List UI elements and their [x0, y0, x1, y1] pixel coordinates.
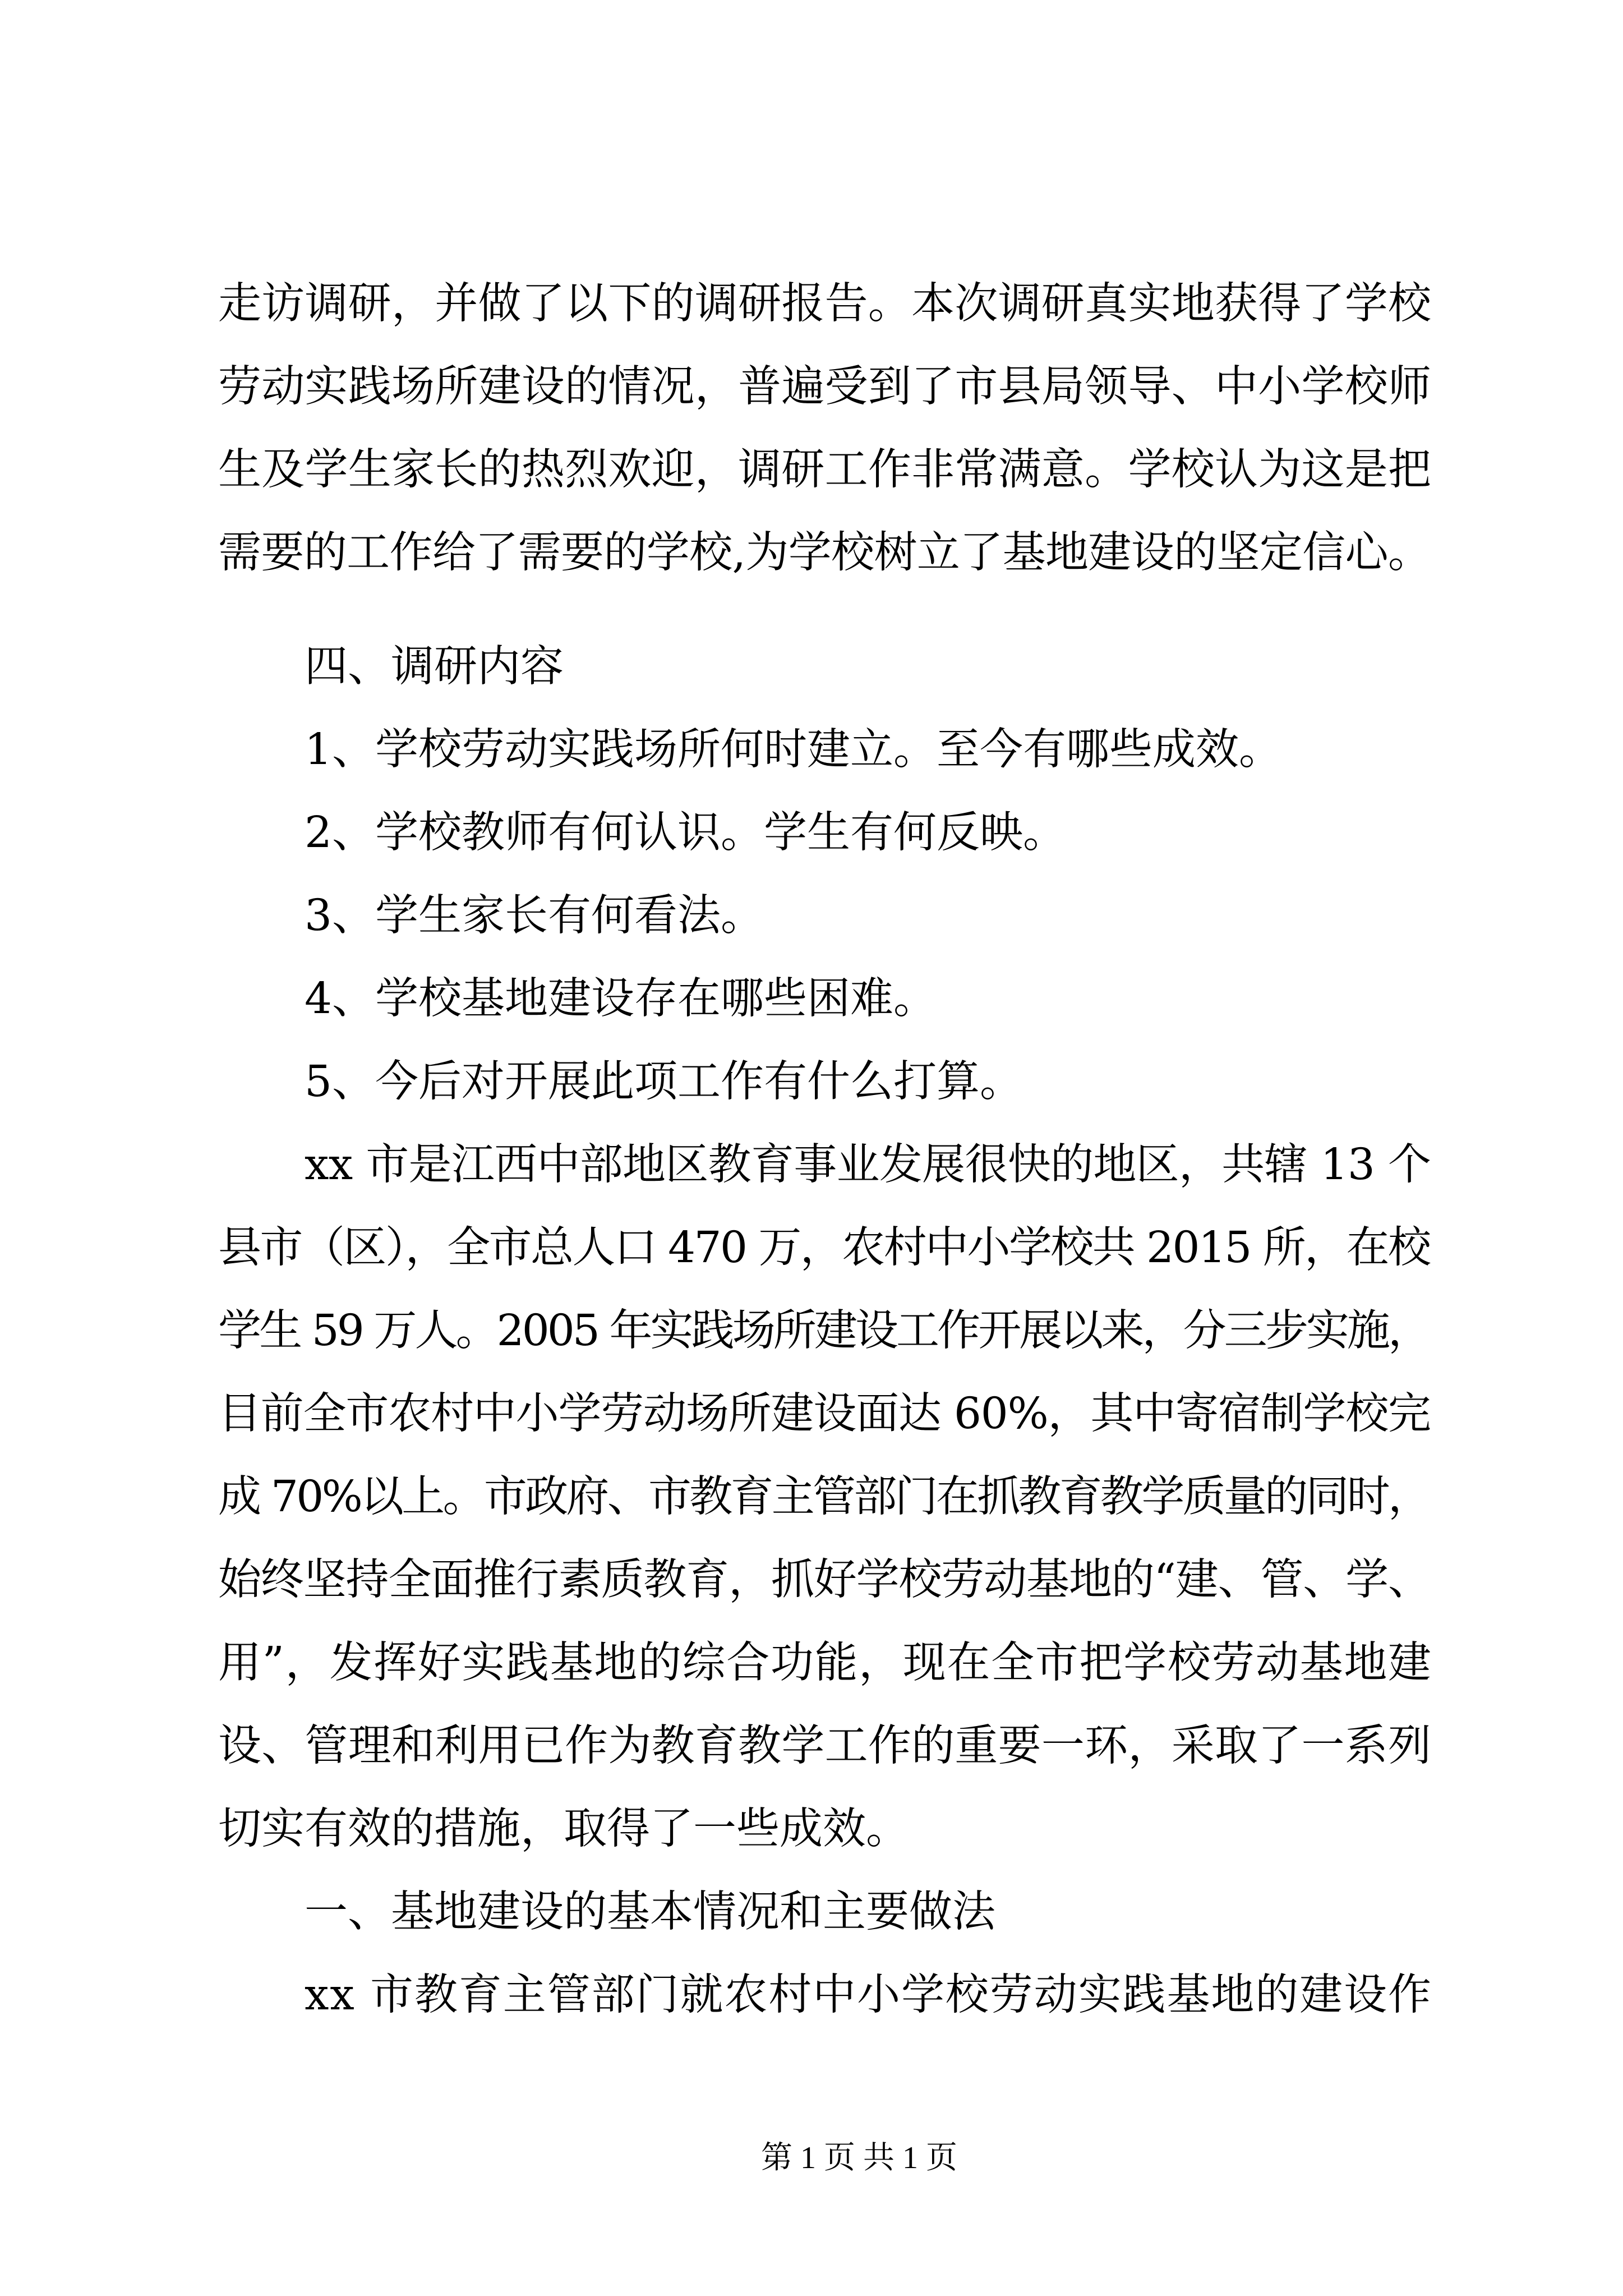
- section-heading-four: [218, 625, 1431, 708]
- text-line: 生及学生家长的热烈欢迎，调研工作非常满意。学校认为这是把: [218, 445, 1432, 495]
- text-line: 目前全市农村中小学劳动场所建设面达 60%，其中寄宿制学校完: [218, 1389, 1431, 1439]
- overview-paragraph: [218, 1124, 1431, 1871]
- list-item: 3、学生家长有何看法。: [305, 891, 764, 941]
- text-line: 用”，发挥好实践基地的综合功能，现在全市把学校劳动基地建: [218, 1638, 1432, 1688]
- section-heading-text: 一、基地建设的基本情况和主要做法: [305, 1887, 995, 1937]
- text-line: xx 市教育主管部门就农村中小学校劳动实践基地的建设作: [305, 1970, 1432, 2020]
- list-item: 1、学校劳动实践场所何时建立。至今有哪些成效。: [305, 725, 1282, 775]
- intro-paragraph: [218, 263, 1431, 595]
- list-item: 4、学校基地建设存在哪些困难。: [305, 974, 937, 1024]
- page-footer: 第 1 页 共 1 页: [761, 2141, 957, 2175]
- text-line: 成 70%以上。市政府、市教育主管部门在抓教育教学质量的同时，: [218, 1472, 1430, 1522]
- text-line: 走访调研，并做了以下的调研报告。本次调研真实地获得了学校: [218, 279, 1432, 329]
- section-heading-text: 四、调研内容: [305, 642, 564, 692]
- text-line: 学生 59 万人。2005 年实践场所建设工作开展以来，分三步实施，: [218, 1306, 1430, 1356]
- text-line: 始终坚持全面推行素质教育，抓好学校劳动基地的“建、管、学、: [218, 1555, 1431, 1605]
- text-line: 切实有效的措施，取得了一些成效。: [218, 1804, 909, 1854]
- section-heading-one: [218, 1871, 1431, 1954]
- section-one-paragraph: [218, 1954, 1431, 2037]
- text-line: 需要的工作给了需要的学校,为学校树立了基地建设的坚定信心。: [218, 528, 1431, 578]
- text-line: 县市（区），全市总人口 470 万，农村中小学校共 2015 所，在校: [218, 1223, 1430, 1273]
- list-item: 2、学校教师有何认识。学生有何反映。: [305, 808, 1066, 858]
- document-body: [218, 263, 1431, 2037]
- text-line: xx 市是江西中部地区教育事业发展很快的地区，共辖 13 个: [305, 1140, 1431, 1190]
- list-item: 5、今后对开展此项工作有什么打算。: [305, 1057, 1023, 1107]
- text-line: 劳动实践场所建设的情况，普遍受到了市县局领导、中小学校师: [218, 362, 1432, 412]
- research-items-list: [218, 708, 1431, 1124]
- text-line: 设、管理和利用已作为教育教学工作的重要一环，采取了一系列: [218, 1721, 1432, 1771]
